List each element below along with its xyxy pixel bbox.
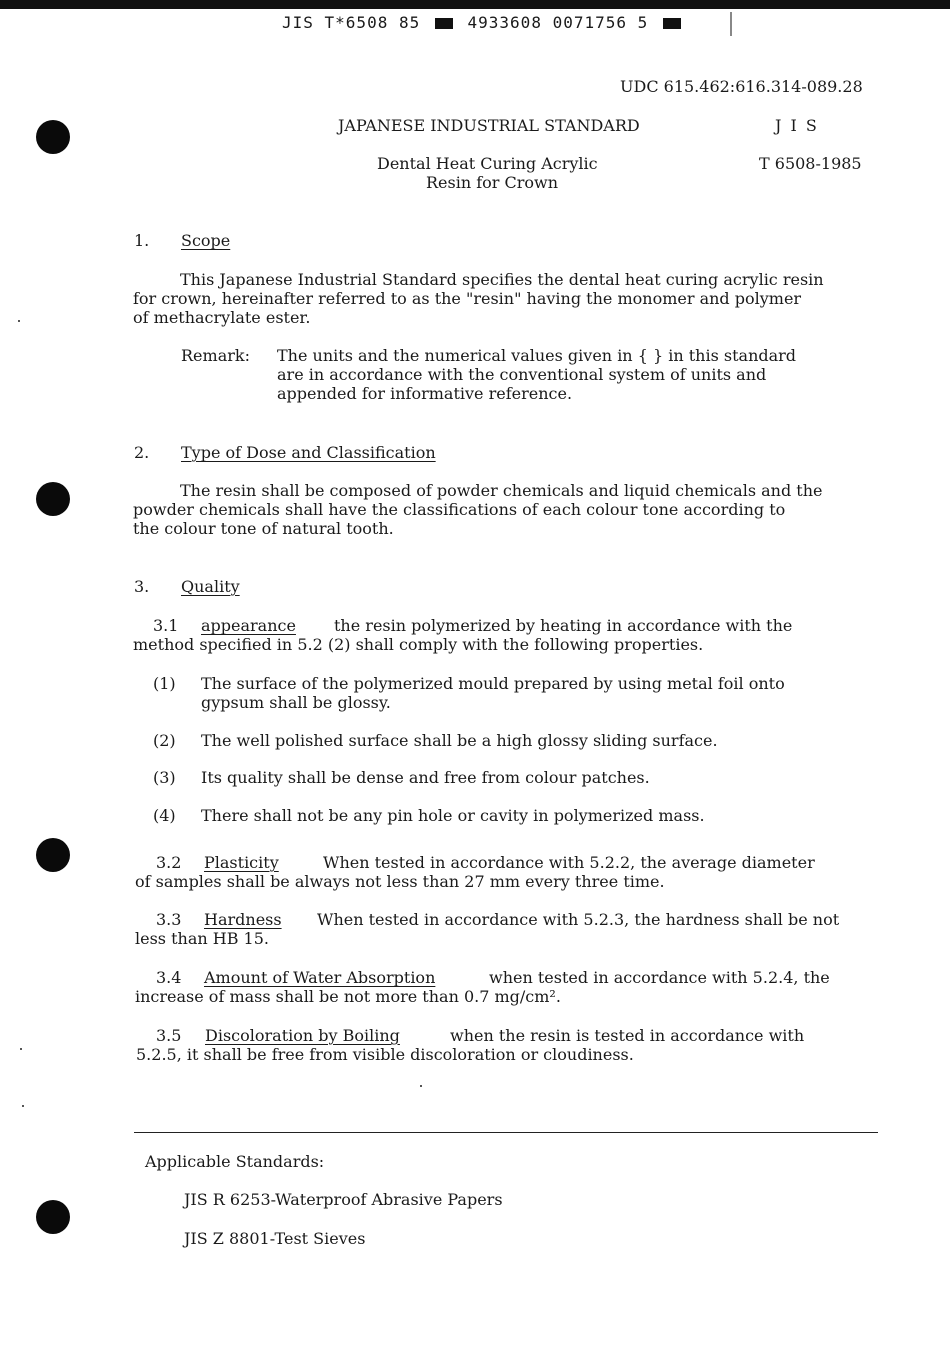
standard-number: T 6508-1985 — [759, 154, 862, 173]
plasticity-text: When tested in accordance with 5.2.2, the average diameter — [323, 853, 815, 872]
document-code-line — [282, 13, 685, 32]
plasticity-text: of samples shall be always not less than 27 mm every three time. — [135, 872, 665, 891]
doc-title-line2: Resin for Crown — [426, 173, 559, 192]
item-number: (4) — [153, 806, 176, 825]
punch-hole — [36, 482, 70, 516]
subsection-number: 3.3 — [156, 910, 182, 929]
item-number: (3) — [153, 768, 176, 787]
section-title-quality: Quality — [181, 577, 240, 596]
scope-line: This Japanese Industrial Standard specifies the dental heat curing acrylic resin — [180, 270, 824, 289]
remark-label: Remark: — [181, 346, 250, 365]
subsection-title-hardness: Hardness — [204, 910, 282, 929]
jis-mark: J I S — [775, 116, 819, 135]
punch-hole — [36, 1200, 70, 1234]
scan-mark — [730, 12, 732, 36]
section-title-type: Type of Dose and Classification — [181, 443, 436, 462]
section-number: 2. — [134, 443, 150, 462]
redaction-block — [435, 18, 453, 29]
remark-line: The units and the numerical values given in { } in this standard — [277, 346, 797, 365]
item-text: Its quality shall be dense and free from colour patches. — [201, 768, 650, 787]
subsection-number: 3.5 — [156, 1026, 182, 1045]
section-title-scope: Scope — [181, 231, 231, 250]
item-text: The well polished surface shall be a high glossy sliding surface. — [201, 731, 718, 750]
subsection-number: 3.4 — [156, 968, 182, 987]
udc-code: UDC 615.462:616.314-089.28 — [620, 77, 863, 96]
discoloration-text: when the resin is tested in accordance with — [450, 1026, 805, 1045]
hardness-text: less than HB 15. — [135, 929, 269, 948]
subsection-number: 3.2 — [156, 853, 182, 872]
water-absorption-text: increase of mass shall be not more than 0.7 mg/cm². — [135, 987, 561, 1006]
scan-top-border — [0, 0, 950, 9]
code-prefix: JIS T*6508 85 — [282, 13, 421, 32]
subsection-number: 3.1 — [153, 616, 179, 635]
type-line: powder chemicals shall have the classifications of each colour tone according to — [133, 500, 786, 519]
punch-hole — [36, 838, 70, 872]
hardness-text: When tested in accordance with 5.2.3, the hardness shall be not — [317, 910, 840, 929]
appearance-text: method specified in 5.2 (2) shall comply with the following properties. — [133, 635, 704, 654]
type-line: The resin shall be composed of powder chemicals and liquid chemicals and the — [180, 481, 823, 500]
footnote-separator — [134, 1132, 878, 1133]
subsection-title-discoloration: Discoloration by Boiling — [205, 1026, 400, 1045]
code-middle: 4933608 0071756 5 — [467, 13, 649, 32]
subsection-title-plasticity: Plasticity — [204, 853, 279, 872]
punch-hole — [36, 120, 70, 154]
subsection-title-water-absorption: Amount of Water Absorption — [204, 968, 436, 987]
remark-line: are in accordance with the conventional system of units and — [277, 365, 767, 384]
subsection-title-appearance: appearance — [201, 616, 296, 635]
standard-type: JAPANESE INDUSTRIAL STANDARD — [338, 116, 640, 135]
water-absorption-text: when tested in accordance with 5.2.4, the — [489, 968, 830, 987]
item-text: The surface of the polymerized mould prepared by using metal foil onto — [201, 674, 785, 693]
discoloration-text: 5.2.5, it shall be free from visible discoloration or cloudiness. — [136, 1045, 634, 1064]
scan-speck — [20, 1048, 22, 1050]
applicable-standard-item: JIS Z 8801-Test Sieves — [184, 1229, 366, 1248]
scan-speck — [420, 1085, 422, 1087]
scan-speck — [18, 320, 20, 322]
scan-speck — [22, 1105, 24, 1107]
appearance-text: the resin polymerized by heating in accordance with the — [334, 616, 793, 635]
item-number: (2) — [153, 731, 176, 750]
section-number: 1. — [134, 231, 150, 250]
type-line: the colour tone of natural tooth. — [133, 519, 394, 538]
item-number: (1) — [153, 674, 176, 693]
item-text: There shall not be any pin hole or cavity in polymerized mass. — [201, 806, 705, 825]
applicable-standards-heading: Applicable Standards: — [145, 1152, 325, 1171]
remark-line: appended for informative reference. — [277, 384, 573, 403]
applicable-standard-item: JIS R 6253-Waterproof Abrasive Papers — [184, 1190, 503, 1209]
section-number: 3. — [134, 577, 150, 596]
doc-title-line1: Dental Heat Curing Acrylic — [377, 154, 598, 173]
item-text: gypsum shall be glossy. — [201, 693, 391, 712]
redaction-block — [663, 18, 681, 29]
scope-line: of methacrylate ester. — [133, 308, 311, 327]
scope-line: for crown, hereinafter referred to as the "resin" having the monomer and polymer — [133, 289, 802, 308]
